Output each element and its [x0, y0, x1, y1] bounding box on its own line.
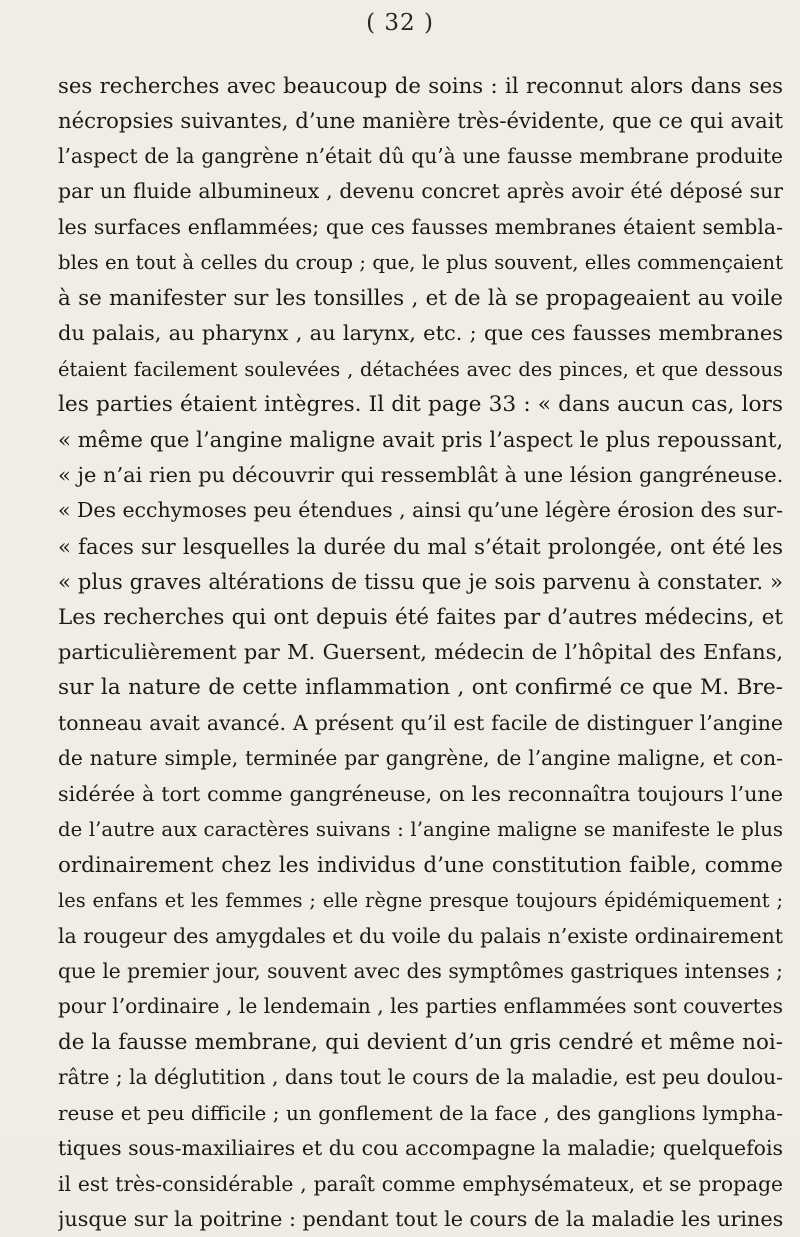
- text-line: tiques sous-maxiliaires et du cou accompagne la maladie; quelquefois: [58, 1136, 783, 1161]
- text-line: pour l’ordinaire , le lendemain , les parties enflammées sont couvertes: [58, 994, 783, 1019]
- body-text: [58, 68, 783, 1237]
- text-line: « faces sur lesquelles la durée du mal s’était prolongée, ont été les: [58, 533, 783, 559]
- text-line: « plus graves altérations de tissu que je sois parvenu à constater. »: [58, 569, 783, 595]
- text-line: ordinairement chez les individus d’une constitution faible, comme: [58, 852, 783, 878]
- text-line: nécropsies suivantes, d’une manière très-évidente, que ce qui avait: [58, 108, 783, 134]
- text-line: par un fluide albumineux , devenu concret après avoir été déposé sur: [58, 179, 783, 204]
- text-line: de la fausse membrane, qui devient d’un gris cendré et même noi-: [58, 1029, 783, 1055]
- text-line: les surfaces enflammées; que ces fausses membranes étaient sembla-: [58, 214, 783, 239]
- text-line: à se manifester sur les tonsilles , et de là se propageaient au voile: [58, 285, 783, 311]
- text-line: les enfans et les femmes ; elle règne presque toujours épidémiquement ;: [58, 889, 783, 913]
- text-line: il est très-considérable , paraît comme emphysémateux, et se propage: [58, 1171, 783, 1196]
- text-line: que le premier jour, souvent avec des symptômes gastriques intenses ;: [58, 958, 783, 983]
- text-line: étaient facilement soulevées , détachées avec des pinces, et que dessous: [58, 357, 783, 381]
- text-line: les parties étaient intègres. Il dit page 33 : « dans aucun cas, lors: [58, 391, 783, 417]
- page-number: ( 32 ): [366, 10, 434, 36]
- text-line: l’aspect de la gangrène n’était dû qu’à une fausse membrane produite: [58, 143, 783, 168]
- text-line: râtre ; la déglutition , dans tout le cours de la maladie, est peu doulou-: [58, 1065, 783, 1090]
- text-line: reuse et peu difficile ; un gonflement de la face , des ganglions lympha-: [58, 1100, 783, 1125]
- text-line: « Des ecchymoses peu étendues , ainsi qu’une légère érosion des sur-: [58, 498, 783, 523]
- text-line: de l’autre aux caractères suivans : l’angine maligne se manifeste le plus: [58, 818, 783, 842]
- text-line: sidérée à tort comme gangréneuse, on les reconnaîtra toujours l’une: [58, 781, 783, 806]
- text-line: particulièrement par M. Guersent, médecin de l’hôpital des Enfans,: [58, 640, 783, 664]
- text-line: du palais, au pharynx , au larynx, etc. ; que ces fausses membranes: [58, 321, 783, 346]
- text-line: sur la nature de cette inflammation , ont confirmé ce que M. Bre-: [58, 675, 783, 701]
- text-line: tonneau avait avancé. A présent qu’il est facile de distinguer l’angine: [58, 710, 783, 735]
- text-line: Les recherches qui ont depuis été faites par d’autres médecins, et: [58, 604, 783, 630]
- text-line: de nature simple, terminée par gangrène, de l’angine maligne, et con-: [58, 746, 783, 771]
- text-line: bles en tout à celles du croup ; que, le plus souvent, elles commençaient: [58, 251, 783, 275]
- text-line: jusque sur la poitrine : pendant tout le cours de la maladie les urines: [58, 1207, 783, 1231]
- text-line: la rougeur des amygdales et du voile du palais n’existe ordinairement: [58, 923, 783, 948]
- text-line: « même que l’angine maligne avait pris l’aspect le plus repoussant,: [58, 427, 783, 453]
- text-line: ses recherches avec beaucoup de soins : il reconnut alors dans ses: [58, 73, 783, 98]
- text-line: « je n’ai rien pu découvrir qui ressemblât à une lésion gangréneuse.: [58, 462, 783, 487]
